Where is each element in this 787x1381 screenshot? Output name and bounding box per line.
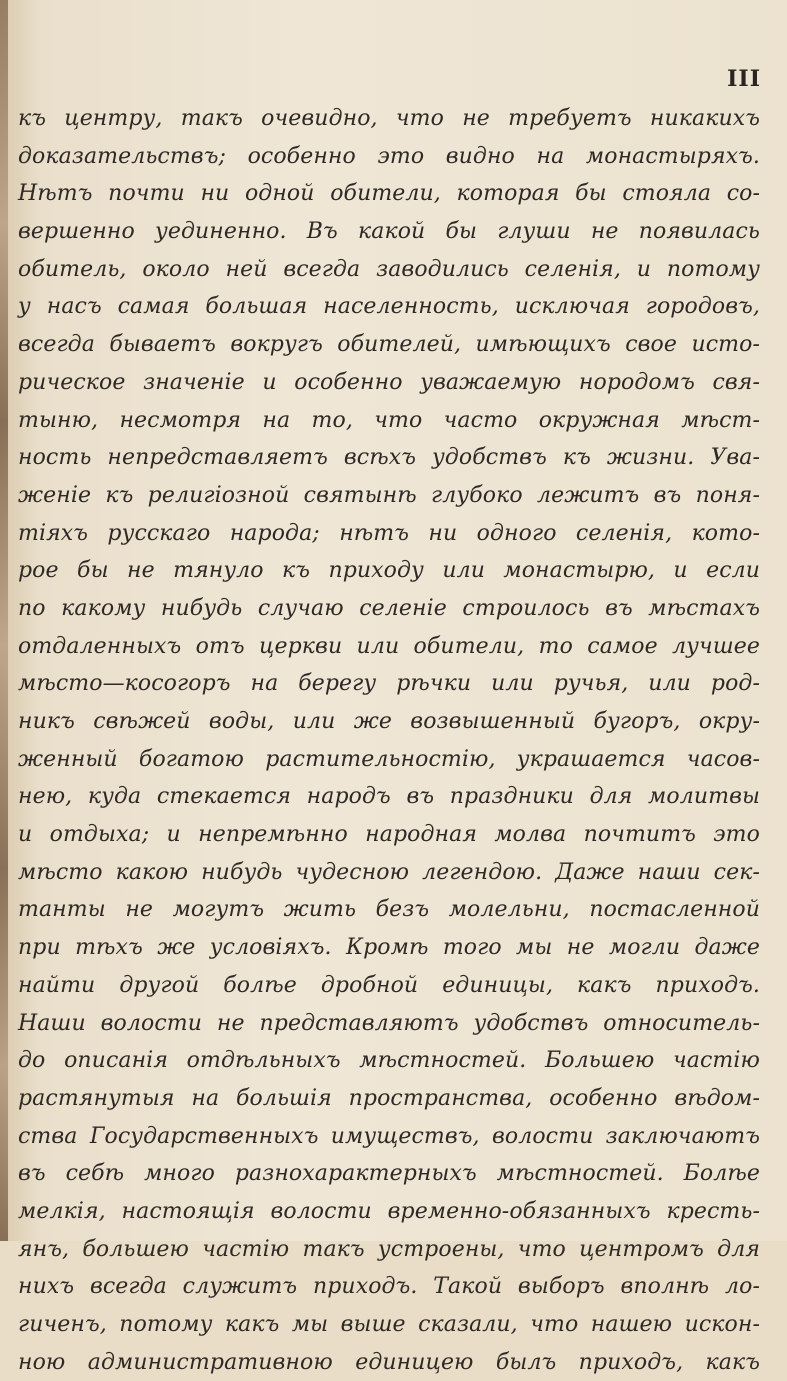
text-line: нихъ всегда служитъ приходъ. Такой выборъ вполнѣ ло- (18, 1274, 760, 1300)
text-line: мѣсто какою нибудь чудесною легендою. Даже наши сек- (18, 859, 760, 885)
text-line: у насъ самая большая населенность, исключая городовъ, (18, 294, 760, 320)
body-text (18, 100, 760, 1381)
text-line: женіе къ религіозной святынѣ глубоко лежитъ въ поня- (18, 482, 760, 508)
text-line: Нѣтъ почти ни одной обители, которая бы стояла со- (18, 181, 760, 207)
text-line: женный богатою растительностію, украшается часов- (18, 746, 760, 772)
text-line: до описанія отдѣльныхъ мѣстностей. Большею частію (18, 1048, 760, 1074)
text-line: тыню, несмотря на то, что часто окружная мѣст- (18, 407, 760, 433)
text-line: ность непредставляетъ всѣхъ удобствъ къ жизни. Ува- (18, 445, 760, 471)
text-line: никъ свѣжей воды, или же возвышенный бугоръ, окру- (18, 709, 760, 734)
text-line: доказательствъ; особенно это видно на монастыряхъ. (18, 143, 760, 169)
text-line: растянутыя на большія пространства, особенно вѣдом- (18, 1085, 760, 1111)
text-line: отдаленныхъ отъ церкви или обители, то самое лучшее (18, 633, 760, 659)
text-line: танты не могутъ жить безъ молельни, постасленной (18, 897, 760, 923)
text-line: рическое значеніе и особенно уважаемую нородомъ свя- (18, 369, 760, 395)
page-number: III (727, 66, 761, 92)
text-line: найти другой болѣе дробной единицы, какъ приходъ. (18, 972, 760, 998)
text-line: по какому нибудь случаю селеніе строилось въ мѣстахъ (18, 595, 760, 621)
text-line: тіяхъ русскаго народа; нѣтъ ни одного селенія, кото- (18, 520, 760, 546)
text-line: Наши волости не представляютъ удобствъ относитель- (18, 1010, 760, 1036)
text-line: нею, куда стекается народъ въ праздники для молитвы (18, 784, 760, 810)
text-line: мѣсто—косогоръ на берегу рѣчки или ручья, или род- (18, 671, 760, 697)
text-line: янъ, большею частію такъ устроены, что центромъ для (18, 1236, 760, 1262)
text-line: гиченъ, потому какъ мы выше сказали, что нашею искон- (18, 1312, 760, 1337)
text-line: къ центру, такъ очевидно, что не требуетъ никакихъ (18, 106, 760, 131)
text-line: и отдыха; и непремѣнно народная молва почтитъ это (18, 822, 760, 848)
text-line: всегда бываетъ вокругъ обителей, имѣющихъ свое исто- (18, 332, 760, 358)
text-line: рое бы не тянуло къ приходу или монастырю, и если (18, 558, 760, 584)
text-line: ства Государственныхъ имуществъ, волости заключаютъ (18, 1123, 760, 1149)
text-line: при тѣхъ же условіяхъ. Кромѣ того мы не могли даже (18, 935, 760, 961)
text-line: въ себѣ много разнохарактерныхъ мѣстностей. Болѣе (18, 1161, 760, 1187)
text-line: обитель, около ней всегда заводились селенія, и потому (18, 256, 760, 282)
text-line: мелкія, настоящія волости временно-обязанныхъ кресть- (18, 1198, 760, 1224)
binding-edge (0, 0, 8, 1241)
text-line: ною административною единицею былъ приходъ, какъ (18, 1349, 760, 1375)
text-line: вершенно уединенно. Въ какой бы глуши не появилась (18, 219, 760, 245)
